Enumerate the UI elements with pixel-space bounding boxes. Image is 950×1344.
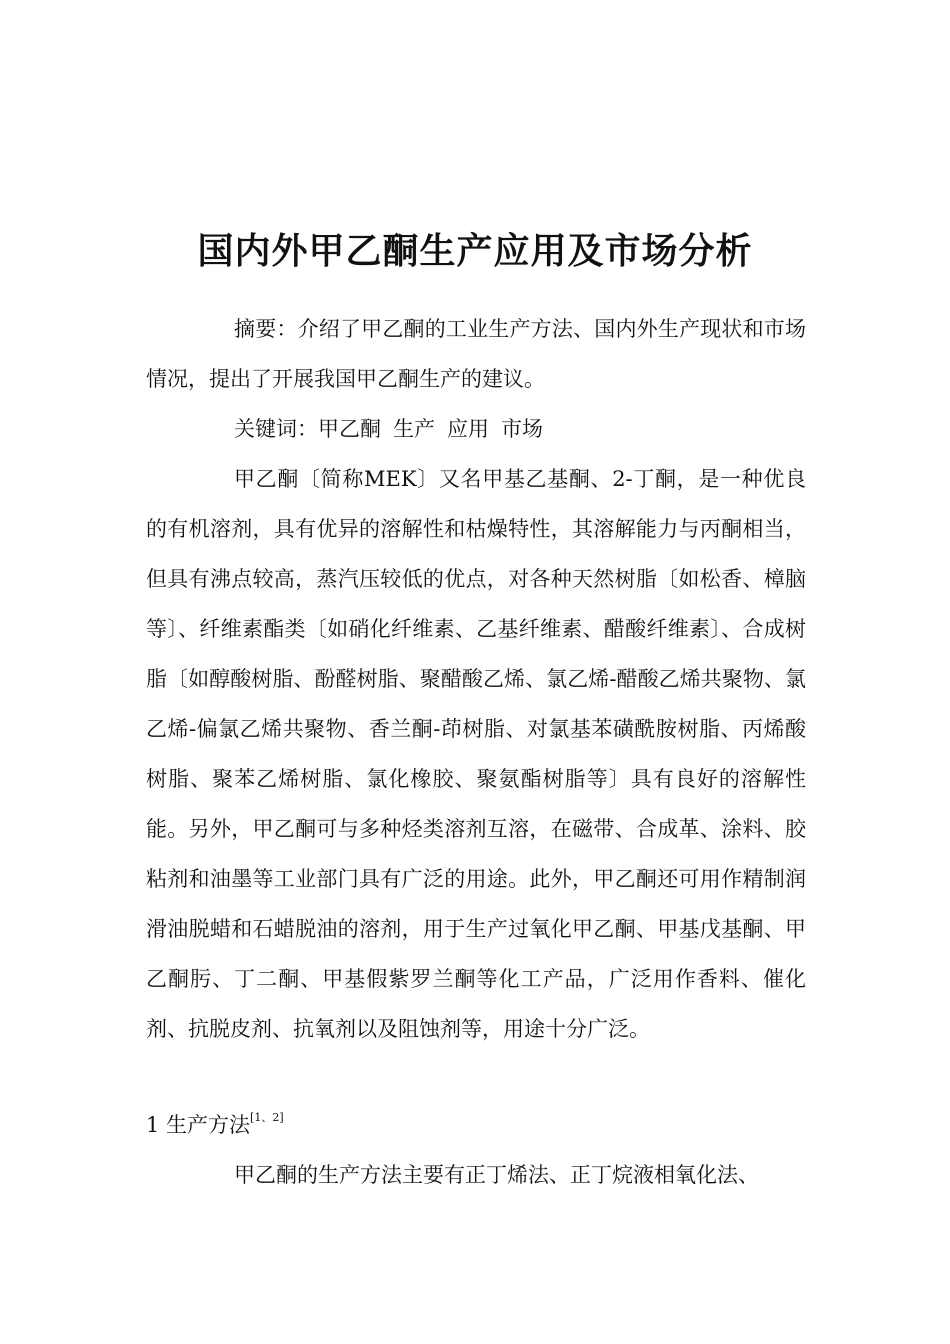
citation-superscript: [1、2] — [250, 1111, 284, 1124]
section-heading-text: 1 生产方法 — [146, 1113, 251, 1137]
keyword: 生产 — [393, 417, 435, 441]
keywords-label: 关键词： — [234, 417, 318, 441]
document-title: 国内外甲乙酮生产应用及市场分析 — [197, 231, 753, 272]
abstract-paragraph: 摘要：介绍了甲乙酮的工业生产方法、国内外生产现状和市场情况，提出了开展我国甲乙酮生产的建议。 — [146, 317, 806, 391]
section-paragraph: 甲乙酮的生产方法主要有正丁烯法、正丁烷液相氧化法、 — [234, 1163, 759, 1187]
keyword: 市场 — [501, 417, 543, 441]
keywords-line — [146, 404, 806, 454]
keyword: 应用 — [447, 417, 489, 441]
keyword: 甲乙酮 — [318, 417, 381, 441]
section-heading — [146, 1100, 806, 1150]
intro-paragraph: 甲乙酮〔简称MEK〕又名甲基乙基酮、2-丁酮，是一种优良的有机溶剂，具有优异的溶解性和枯燥特性，其溶解能力与丙酮相当，但具有沸点较高，蒸汽压较低的优点，对各种天然树脂〔如松香、樟脑等〕、纤维素酯类〔如硝化纤维素、乙基纤维素、醋酸纤维素〕、合成树脂〔如醇酸树脂、酚醛树脂、聚醋酸乙烯、氯乙烯-醋酸乙烯共聚物、氯乙烯-偏氯乙烯共聚物、香兰酮-茚树脂、对氯基苯磺酰胺树脂、丙烯酸树脂、聚苯乙烯树脂、氯化橡胶、聚氨酯树脂等〕具有良好的溶解性能。另外，甲乙酮可与多种烃类溶剂互溶，在磁带、合成革、涂料、胶粘剂和油墨等工业部门具有广泛的用途。此外，甲乙酮还可用作精制润滑油脱蜡和石蜡脱油的溶剂，用于生产过氧化甲乙酮、甲基戊基酮、甲乙酮肟、丁二酮、甲基假紫罗兰酮等化工产品，广泛用作香料、催化剂、抗脱皮剂、抗氧剂以及阻蚀剂等，用途十分广泛。 — [146, 467, 806, 1041]
